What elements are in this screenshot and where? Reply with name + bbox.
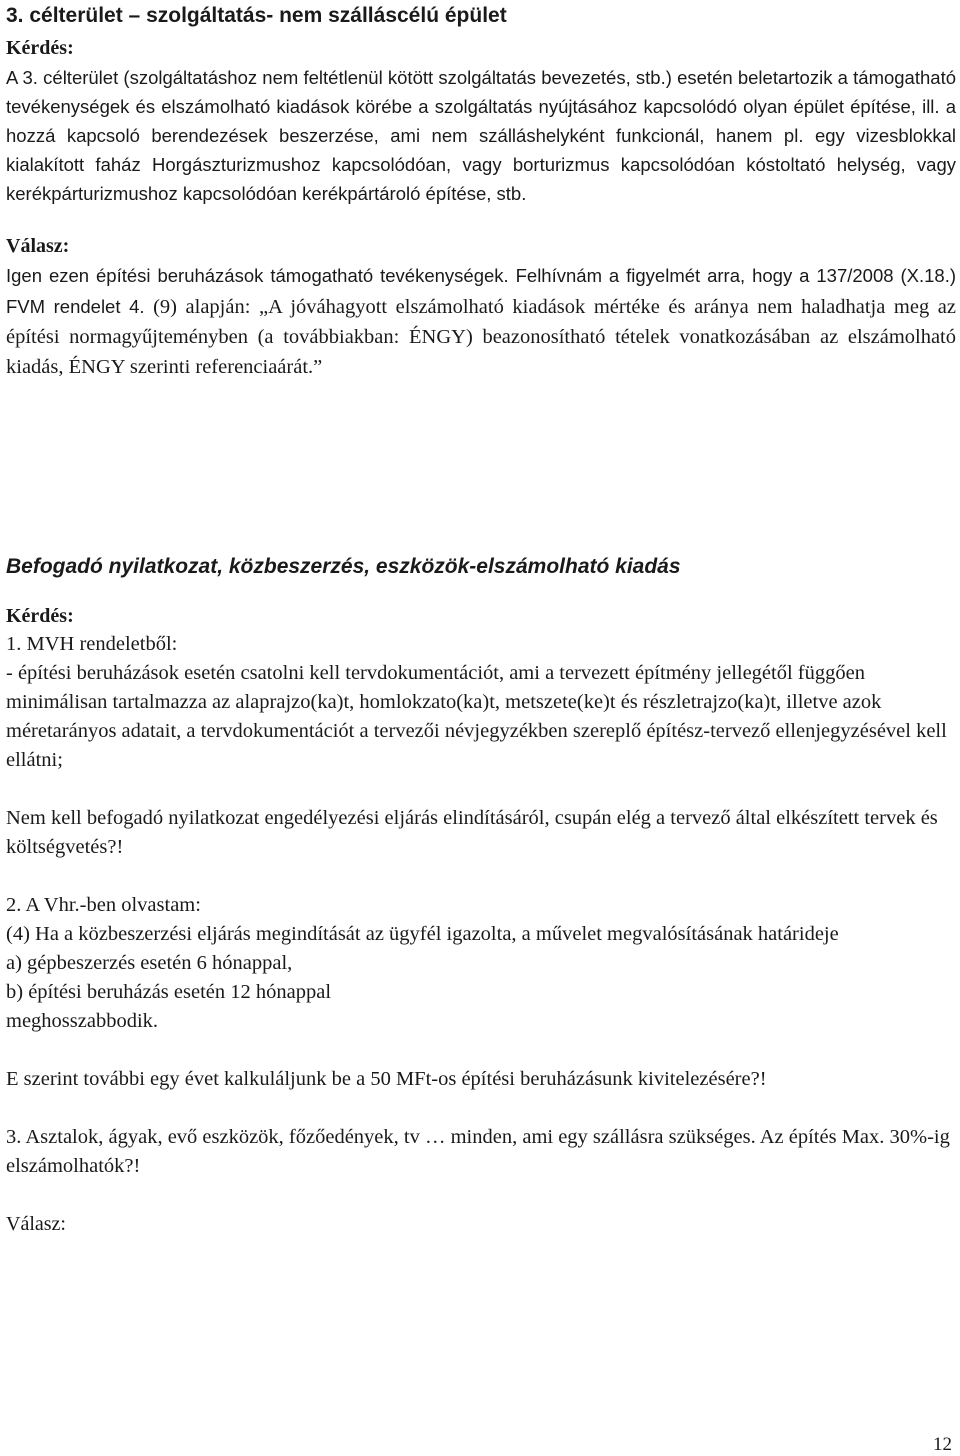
answer-label: Válasz: (6, 1213, 66, 1235)
answer-text-part-1: Igen ezen építési beruházások támogatható tevékenységek. Felhívnám a figyelmét arra, hogy a 137/2008 (X.18.) FVM rendelet 4. (6, 265, 956, 317)
spacer (6, 580, 956, 602)
spacer (6, 1094, 956, 1123)
spacer (6, 208, 956, 232)
question-line: (4) Ha a közbeszerzési eljárás megindítását az ügyfél igazolta, a művelet megvalósításának határideje (6, 923, 839, 945)
spacer (6, 862, 956, 891)
answer-text (6, 261, 956, 383)
question-line: E szerint további egy évet kalkuláljunk be a 50 MFt-os építési beruházásunk kivitelezésére?! (6, 1068, 767, 1090)
question-line: 1. MVH rendeletből: (6, 633, 178, 655)
answer-label: Válasz: (6, 235, 70, 257)
answer-text-part-2: (9) alapján: „A jóváhagyott elszámolható kiadások mértéke és aránya nem haladhatja meg az építési normagyűjteményben (a továbbiakban: ÉNGY) beazonosítható tételek vonatkozásában az elszámolható kiadás, ÉNGY szerinti referenciaárát.” (6, 296, 956, 378)
question-line: b) építési beruházás esetén 12 hónappal (6, 981, 332, 1003)
spacer (6, 1036, 956, 1065)
spacer (6, 1181, 956, 1210)
question-line: - építési beruházások esetén csatolni kell tervdokumentációt, ami a tervezett építmény jellegétől függően minimálisan tartalmazza az alaprajzo(ka)t, homlokzato(ka)t, metszete(ke)t és részletrajzo(ka)t, illetve azok méretarányos adatait, a tervdokumentációt a tervezői névjegyzékben szereplő építész-tervező ellenjegyzésével kell ellátni; (6, 662, 947, 771)
question-line: 2. A Vhr.-ben olvastam: (6, 894, 201, 916)
spacer (6, 383, 956, 551)
question-label: Kérdés: (6, 605, 74, 627)
section-1-title: 3. célterület – szolgáltatás- nem szálláscélú épület (6, 4, 507, 27)
question-line: 3. Asztalok, ágyak, evő eszközök, főzőedények, tv … minden, ami egy szállásra szükséges. Az építés Max. 30%-ig elszámolhatók?! (6, 1126, 950, 1177)
section-2-title: Befogadó nyilatkozat, közbeszerzés, eszközök-elszámolható kiadás (6, 555, 681, 578)
question-line: meghosszabbodik. (6, 1010, 159, 1032)
question-line: a) gépbeszerzés esetén 6 hónappal, (6, 952, 293, 974)
spacer (6, 775, 956, 804)
question-label: Kérdés: (6, 37, 74, 59)
document-page (6, 0, 956, 1238)
question-line: Nem kell befogadó nyilatkozat engedélyezési eljárás elindításáról, csupán elég a tervező által elkészített tervek és költségvetés?! (6, 807, 938, 858)
page-number: 12 (933, 1434, 952, 1455)
question-text: A 3. célterület (szolgáltatáshoz nem feltétlenül kötött szolgáltatás bevezetés, stb.) esetén beletartozik a támogatható tevékenységek és elszámolható kiadások körébe a szolgáltatás nyújtásához kapcsolódó olyan épület építése, ill. a hozzá kapcsoló berendezések beszerzése, ami nem szálláshelyként funkcionál, hanem pl. egy vizesblokkal kialakított faház Horgászturizmushoz kapcsolódóan, vagy borturizmus kapcsolódóan kóstoltató helység, vagy kerékpárturizmushoz kapcsolódóan kerékpártároló építése, stb. (6, 67, 956, 204)
